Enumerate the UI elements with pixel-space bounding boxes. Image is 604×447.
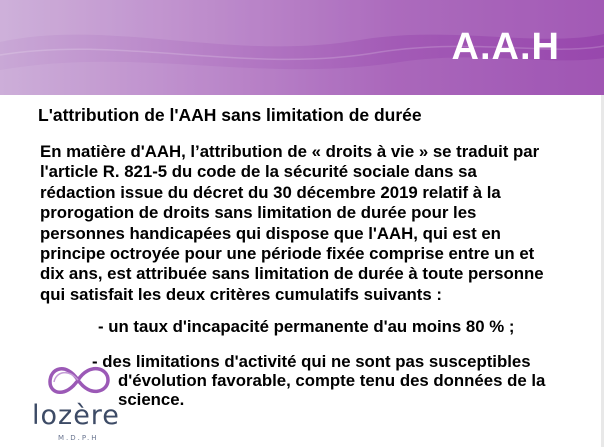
bullet-line: - des limitations d'activité qui ne sont pas susceptibles	[92, 352, 531, 371]
criterion-bullet-2	[92, 352, 545, 409]
paragraph-line: personnes handicapées qui dispose que l'AAH, qui est en	[40, 223, 501, 243]
header-banner	[0, 0, 604, 95]
logo-word: lozère	[32, 400, 120, 431]
paragraph-line: rédaction issue du décret du 30 décembre 2019 relatif à la	[40, 182, 501, 202]
paragraph-line: En matière d'AAH, l’attribution de « droits à vie » se traduit par	[40, 142, 540, 161]
bullet-line: - un taux d'incapacité permanente d'au moins 80 % ;	[98, 317, 515, 336]
criterion-bullet-1	[98, 317, 514, 337]
paragraph-line: dix ans, est attribuée sans limitation de durée à toute personne	[40, 264, 544, 284]
paragraph-line: l'article R. 821-5 du code de la sécurité sociale dans sa	[40, 162, 477, 182]
paragraph-line: prorogation de droits sans limitation de durée pour les	[40, 203, 477, 223]
paragraph-line: qui satisfait les deux critères cumulatifs suivants :	[40, 284, 442, 304]
banner-title: A.A.H	[451, 26, 560, 68]
paragraph-line: principe octroyée pour une période fixée comprise entre un et	[40, 244, 535, 264]
logo-subtitle: M.D.P.H	[58, 434, 99, 442]
bullet-line: d'évolution favorable, compte tenu des données de la	[118, 371, 546, 390]
section-heading: L'attribution de l'AAH sans limitation de durée	[38, 105, 422, 125]
main-paragraph	[40, 142, 544, 305]
bullet-line: science.	[118, 390, 185, 409]
